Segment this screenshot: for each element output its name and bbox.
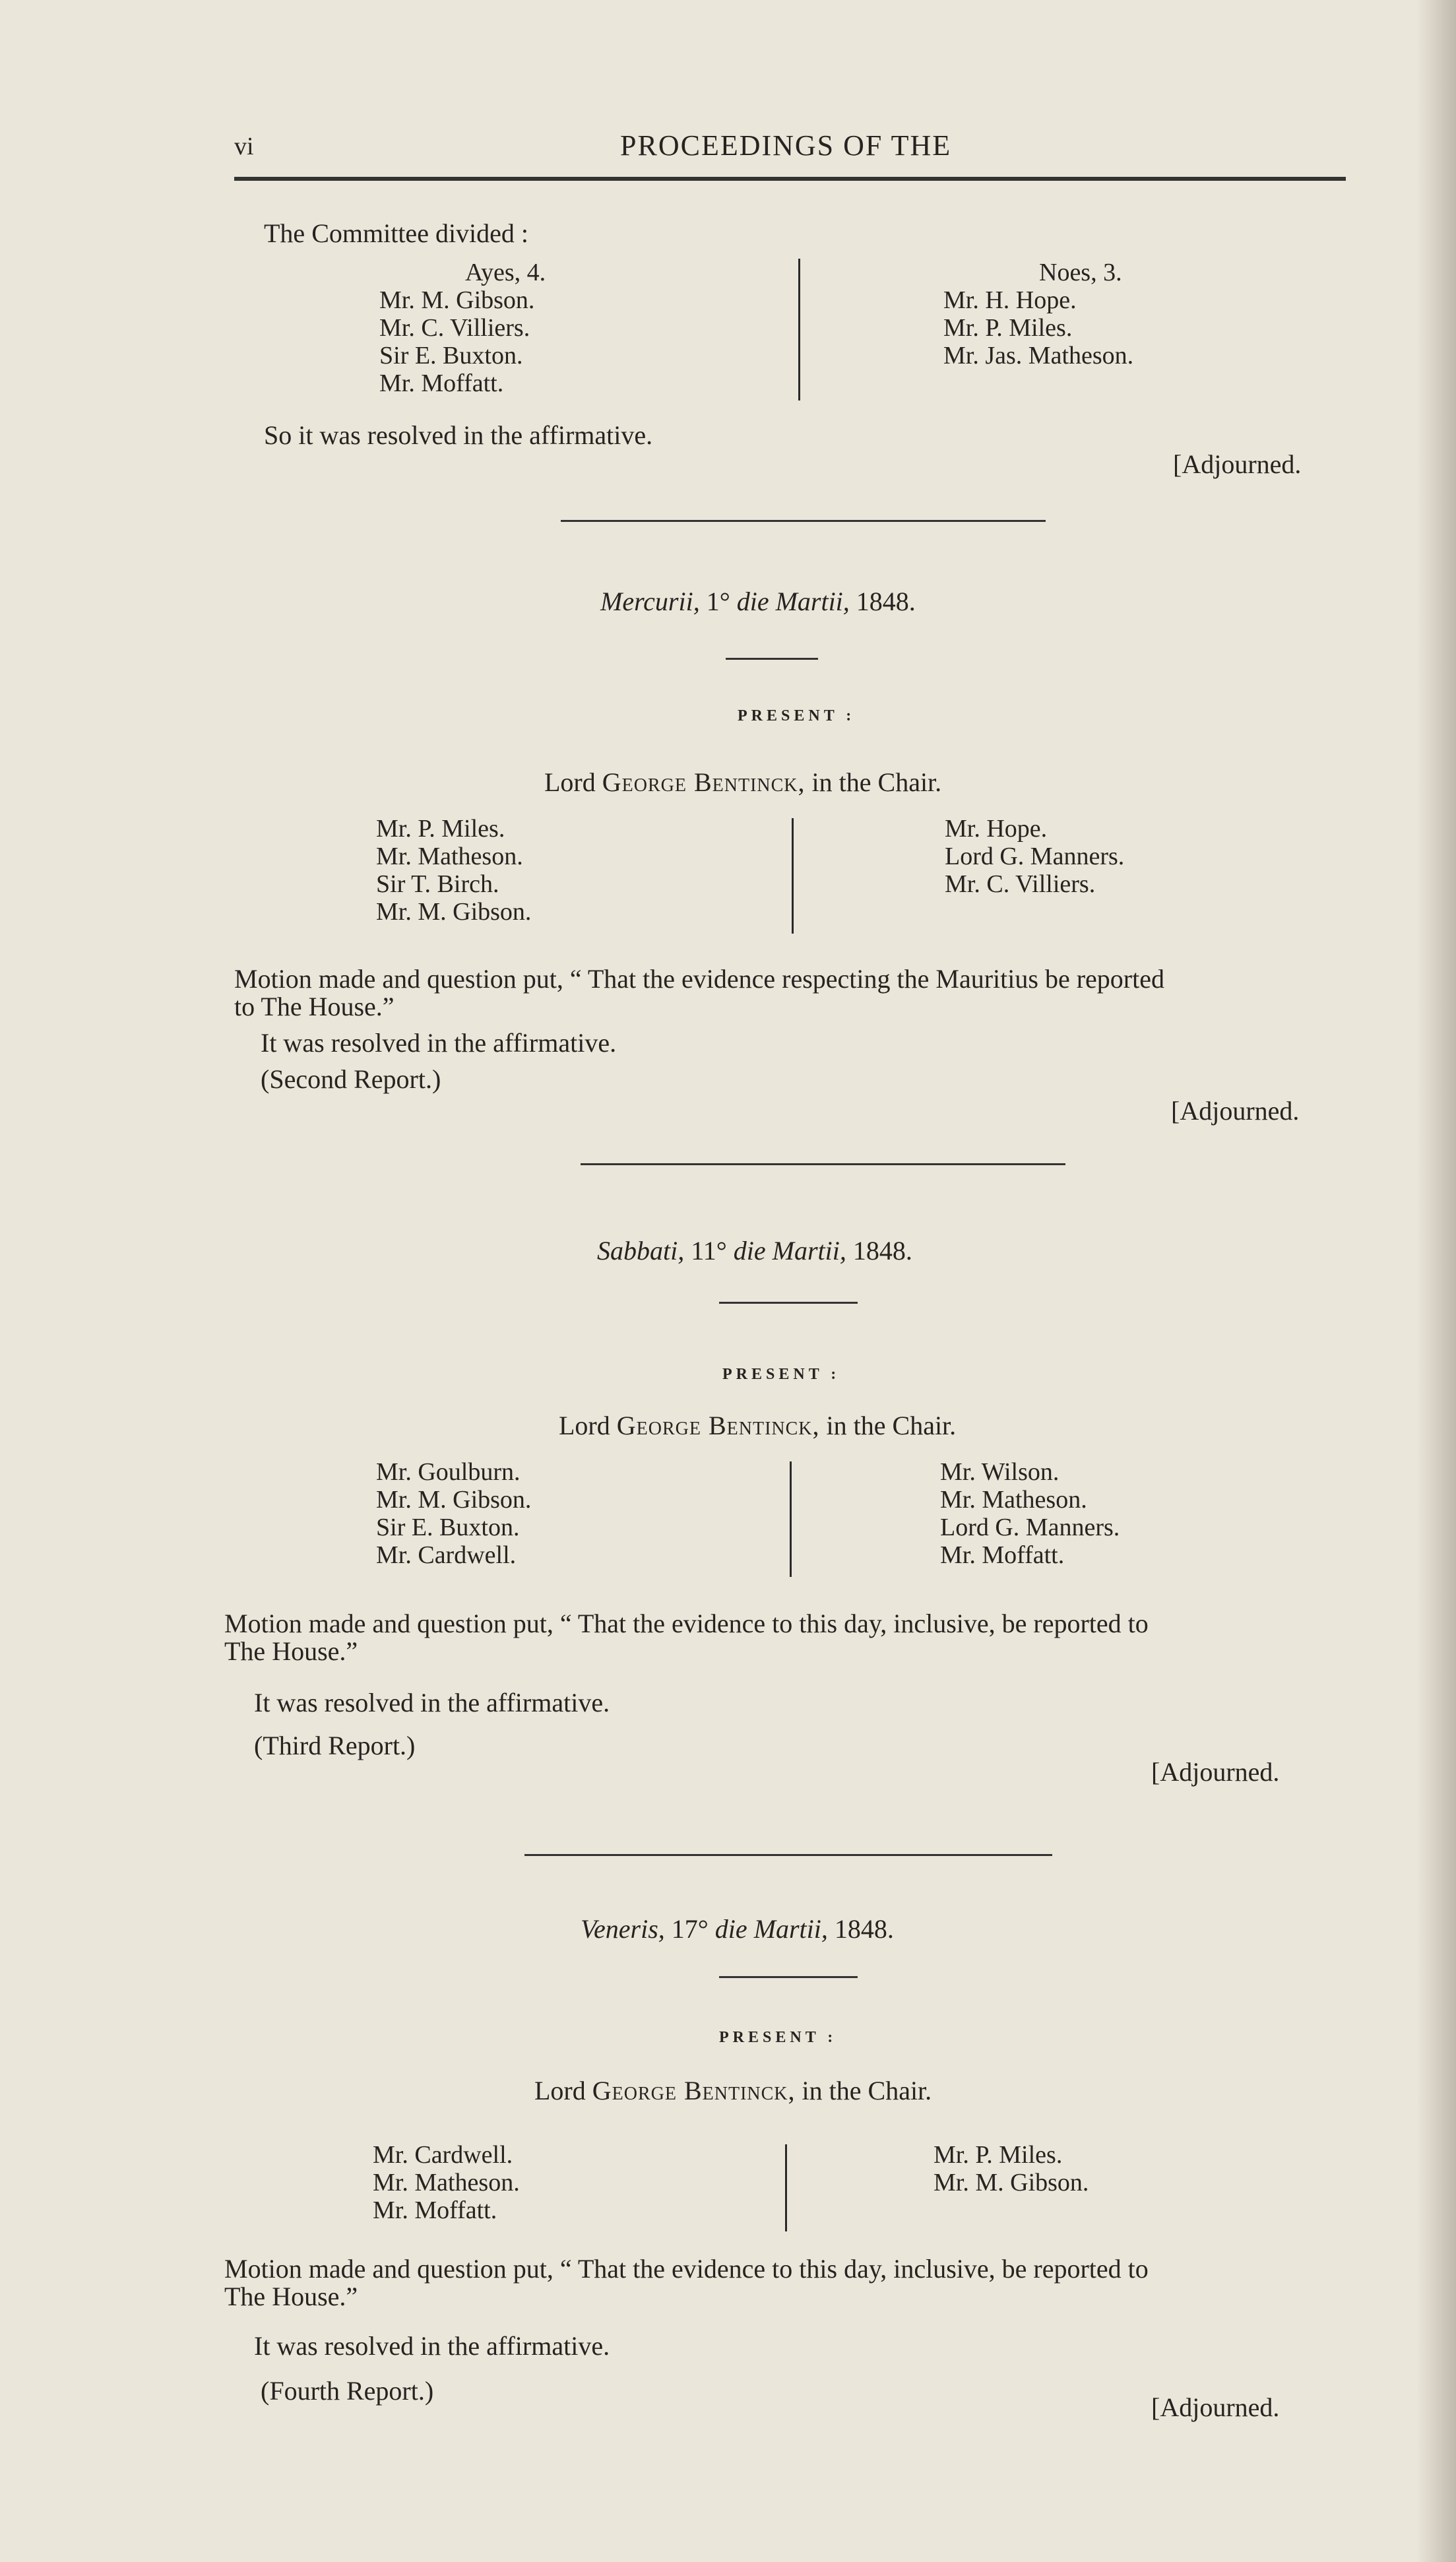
members-right-column <box>945 815 1124 898</box>
member-name: Mr. M. Gibson. <box>934 2169 1089 2196</box>
member-name: Mr. Cardwell. <box>376 1541 517 1569</box>
chair-name: George Bentinck, <box>592 2076 796 2105</box>
noes-member: Mr. H. Hope. <box>943 286 1077 314</box>
noes-column <box>943 259 1133 369</box>
date-underline <box>726 658 818 660</box>
present-label: PRESENT : <box>719 2029 837 2046</box>
motion-result: It was resolved in the affirmative. <box>254 1688 610 1717</box>
member-name: Sir E. Buxton. <box>376 1514 520 1541</box>
session-date-number: 17° <box>671 1914 709 1944</box>
session-date <box>597 1235 912 1266</box>
running-head-title: PROCEEDINGS OF THE <box>620 129 952 162</box>
motion-result: It was resolved in the affirmative. <box>261 1028 617 1058</box>
members-divider <box>790 1461 792 1577</box>
session-date-rest: die Martii, <box>714 1914 828 1944</box>
member-name: Mr. P. Miles. <box>934 2141 1063 2169</box>
section-rule <box>581 1163 1065 1165</box>
member-name: Lord G. Manners. <box>940 1514 1120 1541</box>
chair-line <box>534 2075 932 2106</box>
chair-suffix: in the Chair. <box>811 767 942 797</box>
date-underline <box>719 1302 858 1304</box>
date-underline <box>719 1976 858 1978</box>
section-rule <box>561 520 1046 522</box>
ayes-member: Mr. M. Gibson. <box>379 286 535 314</box>
motion-text-line1: Motion made and question put, “ That the evidence to this day, inclusive, be reported to <box>224 1609 1149 1638</box>
members-right-column <box>934 2141 1089 2196</box>
chair-suffix: in the Chair. <box>802 2076 932 2105</box>
motion-text-line2: The House.” <box>224 1636 358 1666</box>
members-divider <box>792 818 794 934</box>
ayes-member: Mr. C. Villiers. <box>379 314 530 342</box>
member-name: Mr. Cardwell. <box>373 2141 513 2169</box>
chair-line <box>544 767 941 798</box>
motion-text-line1: Motion made and question put, “ That the evidence respecting the Mauritius be reported <box>234 964 1164 994</box>
page-edge-shadow <box>1416 0 1456 2562</box>
motion-text-line2: The House.” <box>224 2282 358 2311</box>
session-date <box>581 1913 894 1944</box>
present-label: PRESENT : <box>722 1366 840 1383</box>
session-date <box>600 586 916 617</box>
chair-prefix: Lord <box>534 2076 586 2105</box>
report-label: (Third Report.) <box>254 1731 416 1760</box>
noes-heading: Noes, 3. <box>1039 259 1122 286</box>
member-name: Mr. C. Villiers. <box>945 870 1096 898</box>
noes-member: Mr. P. Miles. <box>943 314 1073 342</box>
member-name: Mr. Matheson. <box>373 2169 520 2196</box>
session-date-number: 11° <box>691 1236 727 1265</box>
adjourned-note: [Adjourned. <box>1171 1096 1300 1126</box>
chair-name: George Bentinck, <box>616 1411 820 1440</box>
session-date-year: 1848. <box>834 1914 894 1944</box>
chair-line <box>559 1410 956 1441</box>
session-date-day: Mercurii, <box>600 587 700 616</box>
members-left-column <box>376 815 531 926</box>
ayes-member: Sir E. Buxton. <box>379 342 523 369</box>
ayes-heading: Ayes, 4. <box>465 259 546 286</box>
chair-name: George Bentinck, <box>602 767 806 797</box>
member-name: Mr. Matheson. <box>940 1486 1087 1514</box>
session-date-rest: die Martii, <box>736 587 850 616</box>
report-label: (Second Report.) <box>261 1064 441 1094</box>
member-name: Mr. Moffatt. <box>940 1541 1065 1569</box>
members-left-column <box>376 1458 531 1569</box>
members-right-column <box>940 1458 1120 1569</box>
division-result: So it was resolved in the affirmative. <box>264 420 653 450</box>
member-name: Mr. Moffatt. <box>373 2196 497 2224</box>
member-name: Mr. M. Gibson. <box>376 898 532 926</box>
member-name: Mr. P. Miles. <box>376 815 505 843</box>
member-name: Lord G. Manners. <box>945 843 1125 870</box>
noes-member: Mr. Jas. Matheson. <box>943 342 1134 369</box>
motion-text-line1: Motion made and question put, “ That the evidence to this day, inclusive, be reported to <box>224 2254 1149 2284</box>
member-name: Mr. Matheson. <box>376 843 523 870</box>
adjourned-note: [Adjourned. <box>1151 2392 1280 2422</box>
chair-suffix: in the Chair. <box>826 1411 957 1440</box>
session-date-rest: die Martii, <box>733 1236 846 1265</box>
session-date-day: Veneris, <box>581 1914 665 1944</box>
division-divider <box>798 259 800 400</box>
session-date-day: Sabbati, <box>597 1236 685 1265</box>
adjourned-note: [Adjourned. <box>1173 449 1302 479</box>
members-left-column <box>373 2141 520 2224</box>
member-name: Mr. M. Gibson. <box>376 1486 532 1514</box>
adjourned-note: [Adjourned. <box>1151 1757 1280 1787</box>
chair-prefix: Lord <box>559 1411 610 1440</box>
page-number: vi <box>234 133 254 160</box>
motion-text-line2: to The House.” <box>234 992 395 1021</box>
header-rule <box>234 177 1346 181</box>
session-date-year: 1848. <box>856 587 916 616</box>
member-name: Sir T. Birch. <box>376 870 499 898</box>
section-rule <box>524 1854 1052 1856</box>
chair-prefix: Lord <box>544 767 596 797</box>
present-label: PRESENT : <box>738 707 856 724</box>
session-date-number: 1° <box>706 587 730 616</box>
member-name: Mr. Hope. <box>945 815 1048 843</box>
members-divider <box>785 2144 787 2231</box>
division-intro: The Committee divided : <box>264 218 529 248</box>
motion-result: It was resolved in the affirmative. <box>254 2331 610 2361</box>
report-label: (Fourth Report.) <box>261 2376 434 2406</box>
ayes-column <box>379 259 546 397</box>
session-date-year: 1848. <box>852 1236 912 1265</box>
ayes-member: Mr. Moffatt. <box>379 369 504 397</box>
member-name: Mr. Goulburn. <box>376 1458 521 1486</box>
member-name: Mr. Wilson. <box>940 1458 1060 1486</box>
